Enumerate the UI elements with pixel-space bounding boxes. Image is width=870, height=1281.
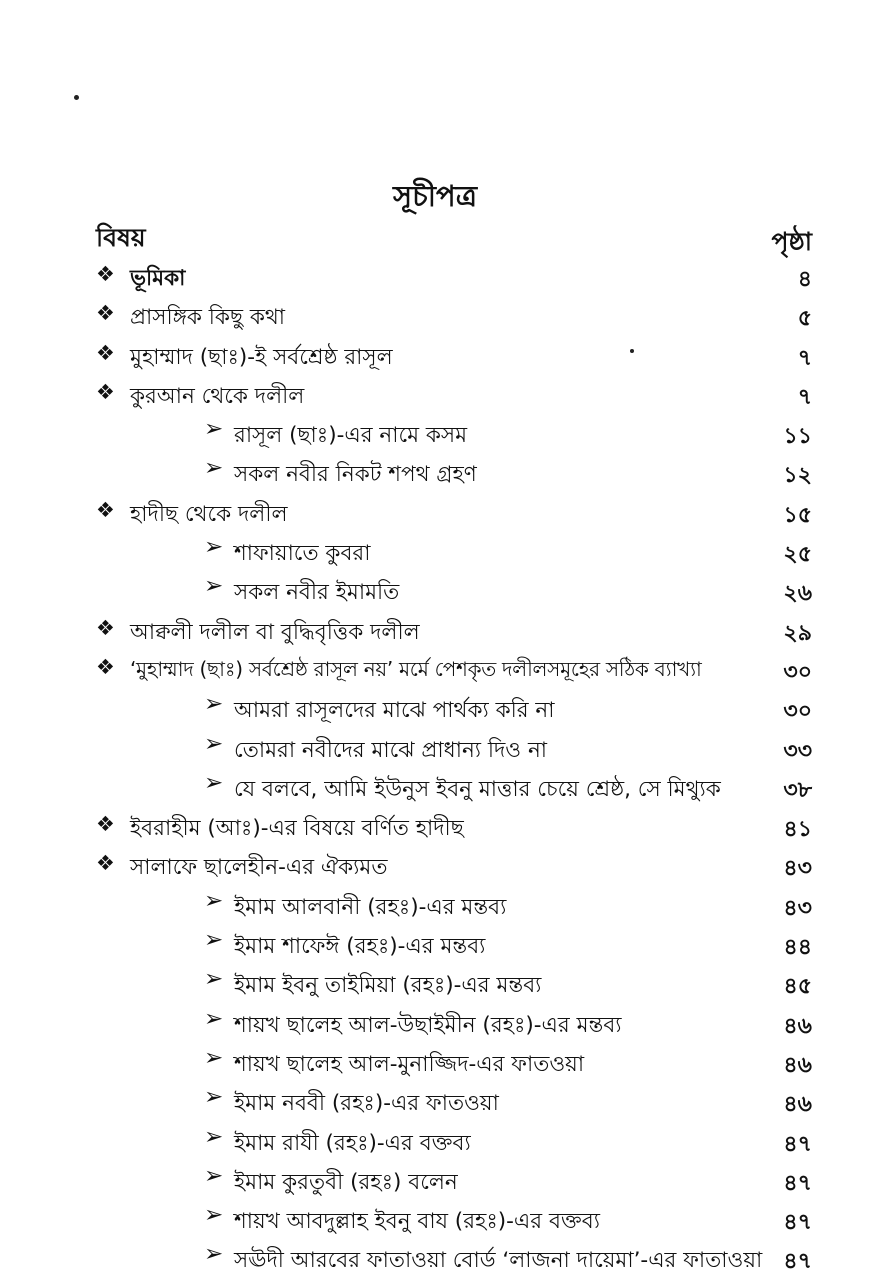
- arrow-bullet-icon: ➢: [204, 966, 224, 993]
- arrow-bullet-icon: ➢: [204, 887, 224, 914]
- diamond-bullet-icon: ❖: [96, 851, 115, 876]
- arrow-bullet-icon: ➢: [204, 1005, 224, 1032]
- toc-entry-title: সকল নবীর ইমামতি: [234, 580, 400, 606]
- toc-subentry: [96, 1042, 812, 1081]
- toc-entry-title: ইবরাহীম (আঃ)-এর বিষয়ে বর্ণিত হাদীছ: [130, 816, 464, 842]
- column-header-subject: বিষয়: [96, 223, 146, 252]
- arrow-bullet-icon: ➢: [204, 1123, 224, 1150]
- toc-entry-title: তোমরা নবীদের মাঝে প্রাধান্য দিও না: [234, 737, 548, 763]
- toc-entry-page: ৪১: [783, 817, 812, 843]
- toc-subentry: [96, 688, 812, 727]
- arrow-bullet-icon: ➢: [204, 1162, 224, 1189]
- toc-entry-title: ইমাম নববী (রহঃ)-এর ফাতওয়া: [234, 1091, 499, 1117]
- toc-entry-title: ইমাম আলবানী (রহঃ)-এর মন্তব্য: [234, 894, 507, 920]
- arrow-bullet-icon: ➢: [204, 416, 224, 443]
- diamond-bullet-icon: ❖: [96, 379, 115, 404]
- diamond-bullet-icon: ❖: [96, 262, 115, 286]
- toc-entry: [96, 492, 812, 531]
- diamond-bullet-icon: ❖: [96, 340, 115, 365]
- diamond-bullet-icon: ❖: [96, 812, 115, 837]
- arrow-bullet-icon: ➢: [204, 1202, 224, 1229]
- diamond-bullet-icon: ❖: [96, 615, 115, 640]
- toc-subentry: [96, 413, 812, 452]
- toc-entry-page: ৪৩: [783, 895, 812, 921]
- toc-entry-page: ৪৫: [783, 974, 812, 1000]
- toc-subentry: [96, 1003, 812, 1042]
- toc-entry: [96, 806, 812, 845]
- column-header-page: পৃষ্ঠা: [771, 227, 812, 256]
- toc-entry-title: শায়খ আবদুল্লাহ ইবনু বায (রহঃ)-এর বক্তব্য: [234, 1209, 600, 1235]
- toc-entry-page: ৩৮: [783, 777, 812, 803]
- toc-entry-page: ২৯: [783, 620, 812, 646]
- toc-entry-title: সকল নবীর নিকট শপথ গ্রহণ: [234, 462, 477, 488]
- toc-entry: [96, 295, 812, 334]
- arrow-bullet-icon: ➢: [204, 1044, 224, 1071]
- arrow-bullet-icon: ➢: [204, 691, 224, 718]
- toc-entry: [96, 335, 812, 374]
- toc-entry-page: ৪৭: [783, 1249, 812, 1275]
- arrow-bullet-icon: ➢: [204, 730, 224, 757]
- toc-subentry: [96, 1081, 812, 1120]
- toc-subentry: [96, 924, 812, 963]
- toc-entry-page: ৪৭: [783, 1131, 812, 1157]
- toc-entry-title: প্রাসঙ্গিক কিছু কথা: [130, 305, 286, 331]
- toc-entry-page: ৪৭: [783, 1170, 812, 1196]
- toc-entry-page: ৭: [797, 345, 812, 371]
- toc-subentry: [96, 1199, 812, 1238]
- toc-entry-title: মুহাম্মাদ (ছাঃ)-ই সর্বশ্রেষ্ঠ রাসূল: [130, 344, 393, 370]
- toc-entry-title: কুরআন থেকে দলীল: [130, 383, 305, 409]
- arrow-bullet-icon: ➢: [204, 1084, 224, 1111]
- toc-subentry: [96, 1121, 812, 1160]
- diamond-bullet-icon: ❖: [96, 301, 115, 326]
- toc-entry: [96, 610, 812, 649]
- toc-entry-page: ৪৬: [783, 1092, 812, 1118]
- diamond-bullet-icon: ❖: [96, 497, 115, 522]
- toc-entry-page: ৫: [797, 306, 812, 332]
- toc-subentry: [96, 767, 812, 806]
- toc-entry-page: ১৫: [783, 502, 812, 528]
- arrow-bullet-icon: ➢: [204, 455, 224, 482]
- toc-entry-title: আক্বলী দলীল বা বুদ্ধিবৃত্তিক দলীল: [130, 619, 420, 645]
- toc-entry-title: সঊদী আরবের ফাতাওয়া বোর্ড ‘লাজনা দায়েমা’-এর ফাতাওয়া: [234, 1248, 763, 1274]
- toc-entry-title: আমরা রাসূলদের মাঝে পার্থক্য করি না: [234, 698, 555, 724]
- diamond-bullet-icon: ❖: [96, 654, 115, 679]
- toc-entry-page: ৭: [797, 384, 812, 410]
- toc-subentry: [96, 452, 812, 491]
- toc-entry-title: শাফায়াতে কুবরা: [234, 541, 371, 567]
- toc-entry-title: সালাফে ছালেহীন-এর ঐক্যমত: [130, 855, 388, 881]
- toc-entry-page: ১১: [783, 424, 812, 450]
- toc-subentry: [96, 531, 812, 570]
- toc-entry-title: ভূমিকা: [130, 266, 186, 291]
- table-of-contents: [96, 256, 812, 1278]
- toc-entry-title: ইমাম ইবনু তাইমিয়া (রহঃ)-এর মন্তব্য: [234, 973, 542, 999]
- toc-entry-title: শায়খ ছালেহ আল-মুনাজ্জিদ-এর ফাতওয়া: [234, 1051, 585, 1077]
- toc-header: [96, 214, 812, 254]
- toc-subentry: [96, 885, 812, 924]
- toc-entry-title: ইমাম শাফেঈ (রহঃ)-এর মন্তব্য: [234, 934, 486, 960]
- toc-entry-title: ‘মুহাম্মাদ (ছাঃ) সর্বশ্রেষ্ঠ রাসূল নয়’ মর্মে পেশকৃত দলীলসমূহের সঠিক ব্যাখ্যা: [130, 656, 702, 681]
- toc-entry-title: শায়খ ছালেহ আল-উছাইমীন (রহঃ)-এর মন্তব্য: [234, 1012, 622, 1038]
- toc-entry-page: ৩০: [783, 659, 812, 685]
- toc-entry: [96, 374, 812, 413]
- toc-entry-page: ৪৬: [783, 1013, 812, 1039]
- toc-entry-page: ৪৪: [783, 935, 812, 961]
- toc-entry-page: ৪৬: [783, 1052, 812, 1078]
- toc-subentry: [96, 963, 812, 1002]
- arrow-bullet-icon: ➢: [204, 534, 224, 561]
- toc-entry-title: হাদীছ থেকে দলীল: [130, 501, 288, 527]
- toc-entry: [96, 845, 812, 884]
- toc-entry: [96, 256, 812, 295]
- toc-entry-page: ৩৩: [783, 738, 812, 764]
- arrow-bullet-icon: ➢: [204, 573, 224, 600]
- arrow-bullet-icon: ➢: [204, 927, 224, 954]
- toc-subentry: [96, 1160, 812, 1199]
- toc-entry-page: ২৬: [783, 581, 812, 607]
- toc-entry-page: ৪৭: [783, 1210, 812, 1236]
- arrow-bullet-icon: ➢: [204, 1241, 224, 1268]
- toc-subentry: [96, 570, 812, 609]
- toc-entry-title: ইমাম কুরতুবী (রহঃ) বলেন: [234, 1169, 458, 1195]
- toc-entry-page: ৩০: [783, 699, 812, 725]
- toc-entry-page: ২৫: [783, 542, 812, 568]
- toc-subentry: [96, 728, 812, 767]
- arrow-bullet-icon: ➢: [204, 769, 224, 796]
- page-title: সূচীপত্র: [392, 179, 478, 213]
- toc-subentry: [96, 1238, 812, 1277]
- toc-entry-title: রাসূল (ছাঃ)-এর নামে কসম: [234, 423, 468, 449]
- toc-entry: [96, 649, 812, 688]
- toc-entry-title: যে বলবে, আমি ইউনুস ইবনু মাত্তার চেয়ে শ্রেষ্ঠ, সে মিথ্যুক: [234, 776, 721, 802]
- scan-speck: [74, 95, 79, 100]
- toc-entry-page: ৪: [797, 267, 812, 292]
- toc-entry-title: ইমাম রাযী (রহঃ)-এর বক্তব্য: [234, 1130, 471, 1156]
- toc-entry-page: ৪৩: [783, 856, 812, 882]
- toc-entry-page: ১২: [783, 463, 812, 489]
